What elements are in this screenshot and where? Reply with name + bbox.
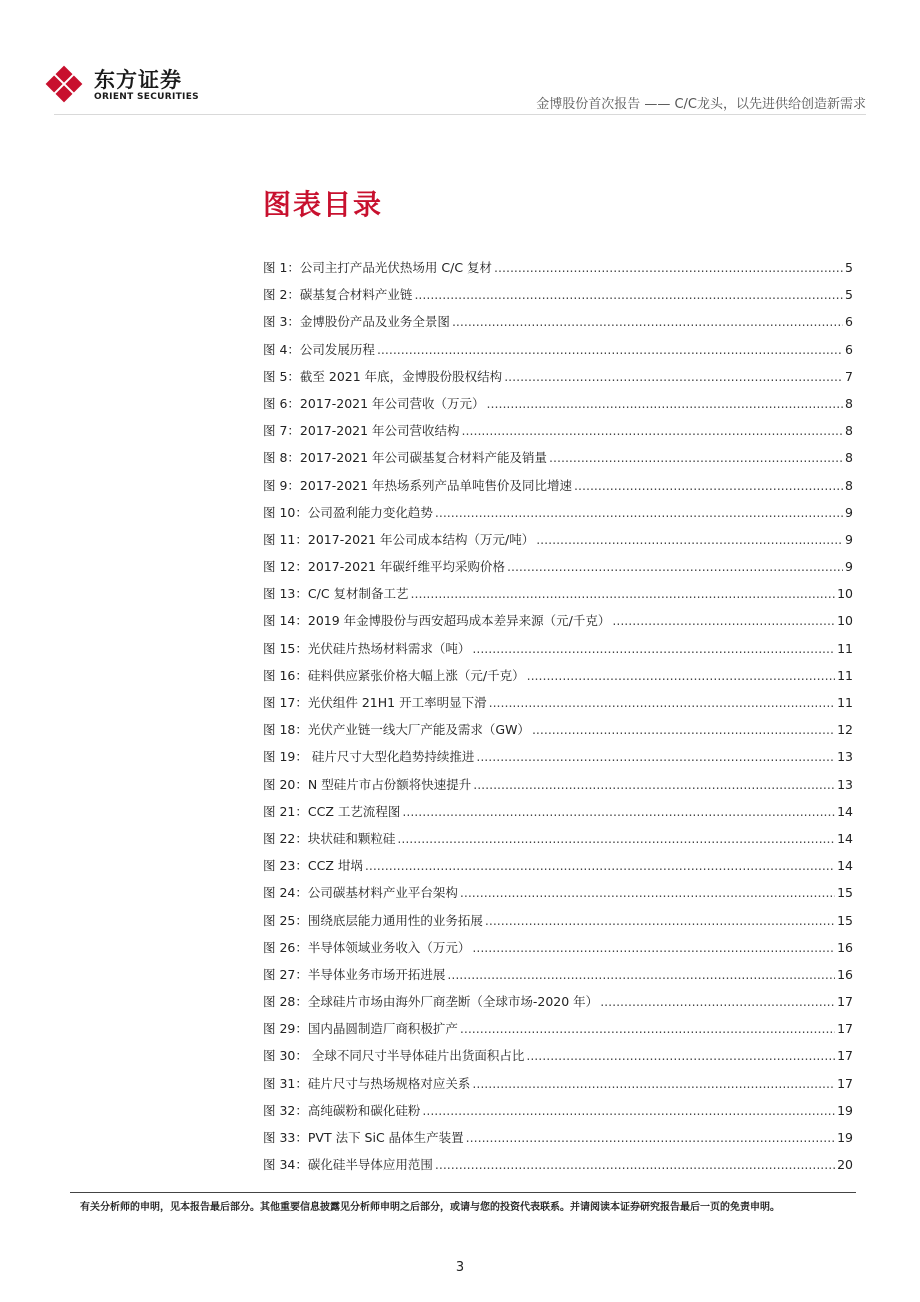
toc-leader-dots — [612, 613, 835, 628]
toc-entry-page[interactable]: 8 — [845, 395, 853, 411]
toc-entry-label[interactable]: 图 11：2017-2021 年公司成本结构（万元/吨） — [263, 531, 535, 547]
toc-leader-dots — [485, 913, 835, 928]
orient-securities-logo-icon — [42, 64, 86, 104]
toc-entry[interactable] — [263, 367, 853, 394]
toc-entry-label[interactable]: 图 14：2019 年金博股份与西安超玛成本差异来源（元/千克） — [263, 613, 611, 629]
toc-entry[interactable] — [263, 802, 853, 829]
toc-leader-dots — [365, 858, 835, 873]
toc-entry-page[interactable]: 17 — [837, 1075, 853, 1091]
toc-entry-page[interactable]: 20 — [837, 1157, 853, 1173]
toc-leader-dots — [472, 1076, 835, 1091]
toc-entry[interactable] — [263, 666, 853, 693]
toc-entry[interactable] — [263, 448, 853, 475]
toc-entry-label[interactable]: 图 24：公司碳基材料产业平台架构 — [263, 885, 458, 901]
toc-entry-label[interactable]: 图 27：半导体业务市场开拓进展 — [263, 966, 446, 982]
toc-entry[interactable] — [263, 503, 853, 530]
toc-entry-label[interactable]: 图 23：CCZ 坩埚 — [263, 858, 363, 874]
footer-divider — [70, 1192, 856, 1193]
toc-entry-label[interactable]: 图 15：光伏硅片热场材料需求（吨） — [263, 640, 471, 656]
toc-leader-dots — [532, 722, 835, 737]
toc-entry-label[interactable]: 图 32：高纯碳粉和碳化硅粉 — [263, 1102, 421, 1118]
toc-entry-label[interactable]: 图 8：2017-2021 年公司碳基复合材料产能及销量 — [263, 450, 548, 466]
toc-leader-dots — [397, 831, 835, 846]
toc-leader-dots — [447, 967, 835, 982]
toc-entry-label[interactable]: 图 16：硅料供应紧张价格大幅上涨（元/千克） — [263, 667, 525, 683]
toc-entry[interactable] — [263, 883, 853, 910]
toc-leader-dots — [527, 668, 836, 683]
page-number: 3 — [455, 1260, 465, 1275]
toc-entry[interactable] — [263, 421, 853, 448]
toc-entry-page[interactable]: 6 — [845, 341, 853, 357]
toc-leader-dots — [472, 641, 835, 656]
toc-entry[interactable] — [263, 285, 853, 312]
toc-entry-page[interactable]: 13 — [837, 776, 853, 792]
header-divider — [54, 114, 866, 115]
toc-entry-label[interactable]: 图 5：截至 2021 年底，金博股份股权结构 — [263, 368, 503, 384]
toc-entry[interactable] — [263, 258, 853, 285]
toc-entry-page[interactable]: 11 — [837, 695, 853, 710]
toc-leader-dots — [487, 396, 844, 411]
toc-entry-label[interactable]: 图 18：光伏产业链一线大厂产能及需求（GW） — [263, 722, 530, 738]
toc-leader-dots — [452, 314, 843, 329]
toc-entry-page[interactable]: 8 — [845, 423, 853, 439]
toc-leader-dots — [574, 478, 843, 493]
toc-leader-dots — [494, 260, 843, 275]
toc-entry[interactable] — [263, 1019, 853, 1046]
toc-leader-dots — [435, 505, 843, 520]
toc-entry-page[interactable]: 9 — [845, 559, 853, 575]
toc-entry-page[interactable]: 16 — [837, 939, 853, 955]
toc-entry-label[interactable]: 图 10：公司盈利能力变化趋势 — [263, 504, 433, 520]
toc-entry-page[interactable]: 10 — [837, 586, 853, 602]
toc-entry[interactable] — [263, 965, 853, 992]
toc-entry-label[interactable]: 图 31：硅片尺寸与热场规格对应关系 — [263, 1075, 471, 1091]
toc-leader-dots — [476, 749, 835, 764]
toc-entry-page[interactable]: 15 — [837, 912, 853, 928]
toc-leader-dots — [460, 1021, 835, 1036]
toc-entry[interactable] — [263, 611, 853, 638]
toc-leader-dots — [473, 777, 835, 792]
toc-entry[interactable] — [263, 1074, 853, 1101]
toc-entry-page[interactable]: 19 — [837, 1130, 853, 1145]
toc-entry[interactable] — [263, 1101, 853, 1128]
toc-leader-dots — [462, 423, 844, 438]
toc-leader-dots — [460, 885, 835, 900]
toc-leader-dots — [466, 1130, 835, 1145]
toc-entry-label[interactable]: 图 34：碳化硅半导体应用范围 — [263, 1157, 433, 1173]
toc-entry-label[interactable]: 图 3：金博股份产品及业务全景图 — [263, 314, 450, 330]
toc-entry-page[interactable]: 6 — [845, 314, 853, 330]
toc-entry[interactable] — [263, 856, 853, 883]
toc-entry-page[interactable]: 5 — [845, 260, 853, 275]
toc-entry[interactable] — [263, 938, 853, 965]
toc-entry-page[interactable]: 9 — [845, 504, 853, 520]
toc-entry-label[interactable]: 图 30： 全球不同尺寸半导体硅片出货面积占比 — [263, 1048, 525, 1064]
toc-entry[interactable] — [263, 829, 853, 856]
toc-entry-label[interactable]: 图 2：碳基复合材料产业链 — [263, 287, 413, 303]
toc-entry-page[interactable]: 17 — [837, 1021, 853, 1037]
toc-entry[interactable] — [263, 639, 853, 666]
toc-entry-label[interactable]: 图 19： 硅片尺寸大型化趋势持续推进 — [263, 749, 475, 765]
toc-leader-dots — [422, 1103, 835, 1118]
toc-entry-label[interactable]: 图 21：CCZ 工艺流程图 — [263, 803, 401, 819]
toc-entry-page[interactable]: 14 — [837, 830, 853, 846]
toc-leader-dots — [536, 532, 843, 547]
toc-entry[interactable] — [263, 340, 853, 367]
toc-entry-page[interactable]: 7 — [845, 368, 853, 384]
toc-entry[interactable] — [263, 1155, 853, 1182]
toc-entry-page[interactable]: 12 — [837, 722, 853, 738]
report-header-title: 金博股份首次报告 —— C/C龙头，以先进供给创造新需求 — [536, 97, 866, 112]
toc-entry-page[interactable]: 13 — [837, 749, 853, 765]
toc-entry[interactable] — [263, 992, 853, 1019]
toc-entry-page[interactable]: 14 — [837, 803, 853, 819]
toc-leader-dots — [507, 559, 843, 574]
toc-entry-label[interactable]: 图 33：PVT 法下 SiC 晶体生产装置 — [263, 1130, 464, 1145]
toc-entry[interactable] — [263, 720, 853, 747]
toc-entry-label[interactable]: 图 9：2017-2021 年热场系列产品单吨售价及同比增速 — [263, 477, 573, 493]
toc-entry[interactable] — [263, 312, 853, 339]
toc-entry[interactable] — [263, 394, 853, 421]
toc-entry[interactable] — [263, 911, 853, 938]
toc-entry[interactable] — [263, 1046, 853, 1073]
toc-entry-page[interactable]: 17 — [837, 994, 853, 1010]
brand-name-cn: 东方证券 — [94, 68, 182, 92]
toc-entry-label[interactable]: 图 22：块状硅和颗粒硅 — [263, 830, 396, 846]
toc-leader-dots — [435, 1157, 835, 1172]
footer-disclaimer: 有关分析师的申明，见本报告最后部分。其他重要信息披露见分析师申明之后部分，或请与您的投资代表联系。并请阅读本证券研究报告最后一页的免责申明。 — [80, 1202, 780, 1213]
toc-leader-dots — [411, 586, 836, 601]
toc-leader-dots — [549, 450, 843, 465]
toc-leader-dots — [504, 369, 843, 384]
toc-entry-page[interactable]: 8 — [845, 477, 853, 493]
toc-entry-page[interactable]: 11 — [837, 640, 853, 656]
toc-entry[interactable] — [263, 530, 853, 557]
toc-entry-page[interactable]: 5 — [845, 287, 853, 303]
toc-leader-dots — [600, 994, 835, 1009]
toc-entry-label[interactable]: 图 26：半导体领域业务收入（万元） — [263, 939, 471, 955]
toc-leader-dots — [489, 695, 836, 710]
toc-entry-label[interactable]: 图 17：光伏组件 21H1 开工率明显下滑 — [263, 695, 487, 710]
toc-entry-page[interactable]: 16 — [837, 966, 853, 982]
toc-entry-page[interactable]: 8 — [845, 450, 853, 466]
toc-entry-label[interactable]: 图 20：N 型硅片市占份额将快速提升 — [263, 776, 472, 792]
brand-logo — [42, 62, 202, 106]
toc-entry-page[interactable]: 14 — [837, 858, 853, 874]
toc-entry-label[interactable]: 图 25：围绕底层能力通用性的业务拓展 — [263, 912, 483, 928]
toc-entry-label[interactable]: 图 1：公司主打产品光伏热场用 C/C 复材 — [263, 260, 493, 275]
toc-entry-page[interactable]: 9 — [845, 531, 853, 547]
toc-leader-dots — [472, 940, 835, 955]
toc-entry-label[interactable]: 图 13：C/C 复材制备工艺 — [263, 586, 409, 602]
toc-leader-dots — [377, 342, 843, 357]
toc-leader-dots — [414, 287, 843, 302]
toc-entry-page[interactable]: 11 — [837, 667, 853, 683]
toc-entry[interactable] — [263, 747, 853, 774]
toc-leader-dots — [402, 804, 835, 819]
toc-entry[interactable] — [263, 1128, 853, 1155]
toc-entry[interactable] — [263, 584, 853, 611]
table-of-figures — [263, 258, 853, 1182]
toc-entry-page[interactable]: 19 — [837, 1102, 853, 1118]
toc-entry[interactable] — [263, 693, 853, 720]
toc-entry-label[interactable]: 图 4：公司发展历程 — [263, 341, 375, 357]
toc-entry[interactable] — [263, 557, 853, 584]
toc-entry-page[interactable]: 10 — [837, 613, 853, 629]
page-title: 图表目录 — [263, 188, 384, 221]
brand-name-en: ORIENT SECURITIES — [94, 92, 199, 102]
toc-entry-label[interactable]: 图 29：国内晶圆制造厂商积极扩产 — [263, 1021, 458, 1037]
toc-entry-page[interactable]: 17 — [837, 1048, 853, 1064]
toc-entry-label[interactable]: 图 6：2017-2021 年公司营收（万元） — [263, 395, 485, 411]
toc-entry[interactable] — [263, 775, 853, 802]
toc-entry-label[interactable]: 图 12：2017-2021 年碳纤维平均采购价格 — [263, 559, 505, 575]
toc-entry[interactable] — [263, 476, 853, 503]
toc-entry-label[interactable]: 图 28：全球硅片市场由海外厂商垄断（全球市场-2020 年） — [263, 994, 599, 1010]
toc-entry-label[interactable]: 图 7：2017-2021 年公司营收结构 — [263, 423, 460, 439]
toc-entry-page[interactable]: 15 — [837, 885, 853, 901]
toc-leader-dots — [526, 1048, 835, 1063]
